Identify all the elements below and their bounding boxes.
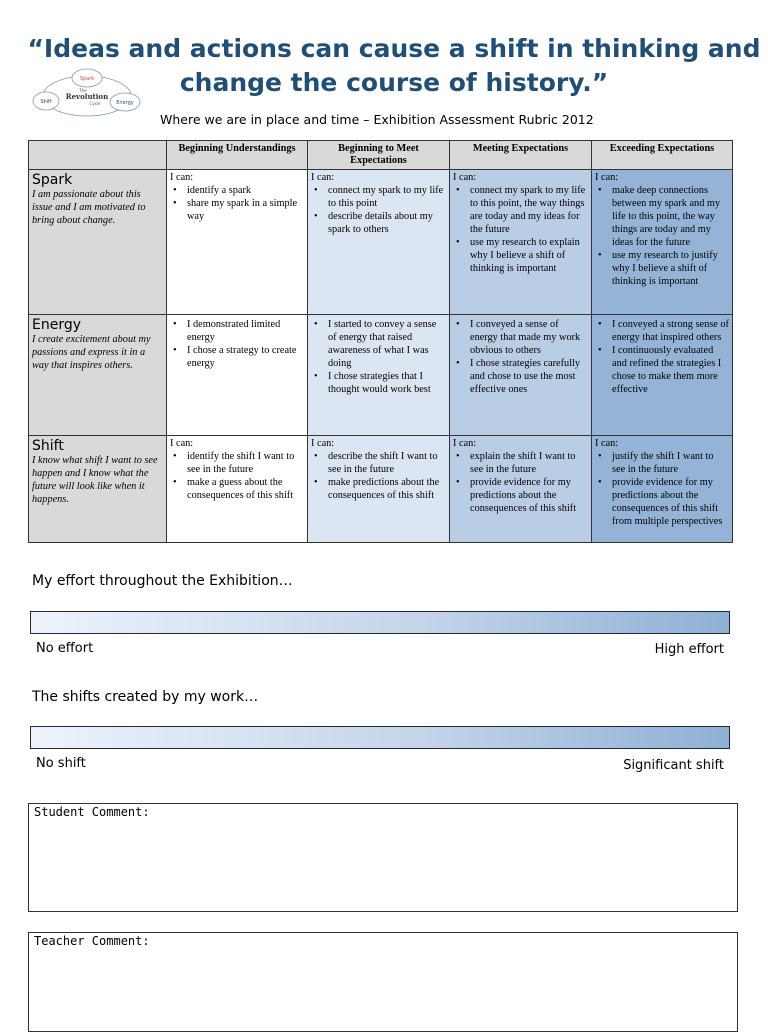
logo-cycle-label: Cycle <box>89 101 101 106</box>
i-can-intro: I can: <box>311 438 335 449</box>
rubric-cell <box>592 315 733 436</box>
criteria-item: • justify the shift I want to see in the future <box>612 450 729 476</box>
logo-energy-label: Energy <box>116 100 134 106</box>
criteria-item: • provide evidence for my predictions about the consequences of this shift <box>470 476 588 515</box>
rubric-subtitle: Where we are in place and time – Exhibition Assessment Rubric 2012 <box>160 112 594 127</box>
i-can-intro: I can: <box>311 172 335 183</box>
quote-line-1: “Ideas and actions can cause a shift in thinking and <box>27 34 761 63</box>
i-can-intro: I can: <box>170 438 194 449</box>
criteria-item: • make a guess about the consequences of this shift <box>187 476 304 502</box>
column-header: Exceeding Expectations <box>592 141 733 170</box>
criteria-list <box>170 184 304 223</box>
criteria-list <box>595 184 729 288</box>
criteria-list <box>311 184 446 236</box>
criteria-item: • I started to convey a sense of energy that raised awareness of what I was doing <box>328 318 446 370</box>
effort-high-label: High effort <box>654 642 724 657</box>
criterion-description: I create excitement about my passions and express it in a way that inspires others. <box>32 334 151 371</box>
criterion-description: I am passionate about this issue and I am motivated to bring about change. <box>32 189 146 226</box>
criteria-list <box>170 450 304 502</box>
effort-label: My effort throughout the Exhibition… <box>32 573 293 589</box>
criteria-item: • describe the shift I want to see in the future <box>328 450 446 476</box>
criteria-list <box>453 318 588 396</box>
shifts-low-label: No shift <box>36 756 86 771</box>
rubric-cell <box>592 436 733 543</box>
criteria-item: • connect my spark to my life to this point, the way things are today and my ideas for the future <box>470 184 588 236</box>
criteria-item: • I chose a strategy to create energy <box>187 344 304 370</box>
criteria-list <box>311 450 446 502</box>
rubric-cell <box>450 436 592 543</box>
criterion-name: Energy <box>32 317 82 333</box>
shifts-label: The shifts created by my work… <box>32 689 259 705</box>
criteria-item: • I continuously evaluated and refined the strategies I chose to make them more effective <box>612 344 729 396</box>
logo-shift-label: Shift <box>40 99 52 105</box>
rubric-row <box>29 315 733 436</box>
quote-line-2: change the course of history.” <box>179 68 609 97</box>
criteria-item: • connect my spark to my life to this point <box>328 184 446 210</box>
rubric-corner-cell <box>29 141 167 170</box>
rubric-cell <box>450 315 592 436</box>
rubric-cell <box>167 170 308 315</box>
criteria-item: • describe details about my spark to others <box>328 210 446 236</box>
criteria-item: • make predictions about the consequences of this shift <box>328 476 446 502</box>
rubric-cell <box>308 170 450 315</box>
column-header: Meeting Expectations <box>450 141 592 170</box>
rubric-row <box>29 436 733 543</box>
logo-revolution-label: Revolution <box>65 92 109 101</box>
rubric-row <box>29 170 733 315</box>
criteria-item: • explain the shift I want to see in the future <box>470 450 588 476</box>
criterion-name: Shift <box>32 438 64 454</box>
logo-spark-label: Spark <box>79 76 95 82</box>
criteria-item: • I chose strategies that I thought would work best <box>328 370 446 396</box>
column-header: Beginning Understandings <box>167 141 308 170</box>
revolution-cycle-logo <box>31 64 149 120</box>
rubric-cell <box>308 436 450 543</box>
criteria-item: • identify the shift I want to see in the future <box>187 450 304 476</box>
i-can-intro: I can: <box>453 438 477 449</box>
i-can-intro: I can: <box>595 438 619 449</box>
rubric-row-header <box>29 436 167 543</box>
student-comment-label: Student Comment: <box>34 805 150 819</box>
criteria-item: • use my research to justify why I believe a shift of thinking is important <box>612 249 729 288</box>
criterion-name: Spark <box>32 172 73 188</box>
shifts-scale-bar[interactable] <box>30 726 730 749</box>
rubric-row-header <box>29 315 167 436</box>
criteria-item: • I conveyed a sense of energy that made my work obvious to others <box>470 318 588 357</box>
i-can-intro: I can: <box>595 172 619 183</box>
logo-the-label: The <box>79 88 87 93</box>
i-can-intro: I can: <box>453 172 477 183</box>
criteria-item: • I conveyed a strong sense of energy that inspired others <box>612 318 729 344</box>
rubric-cell <box>592 170 733 315</box>
criteria-list <box>595 450 729 528</box>
rubric-cell <box>308 315 450 436</box>
criteria-item: • I demonstrated limited energy <box>187 318 304 344</box>
effort-low-label: No effort <box>36 641 94 656</box>
student-comment-box[interactable] <box>28 803 738 912</box>
criteria-list <box>453 450 588 515</box>
criteria-list <box>595 318 729 396</box>
rubric-row-header <box>29 170 167 315</box>
shifts-high-label: Significant shift <box>623 758 724 773</box>
criteria-list <box>311 318 446 396</box>
criteria-item: • share my spark in a simple way <box>187 197 304 223</box>
criteria-item: • use my research to explain why I believe a shift of thinking is important <box>470 236 588 275</box>
criterion-description: I know what shift I want to see happen and I know what the future will look like when it happens. <box>32 455 158 505</box>
teacher-comment-box[interactable] <box>28 932 738 1032</box>
rubric-cell <box>167 436 308 543</box>
assessment-rubric-table <box>28 140 733 543</box>
teacher-comment-label: Teacher Comment: <box>34 934 150 948</box>
criteria-item: • I chose strategies carefully and chose to use the most effective ones <box>470 357 588 396</box>
rubric-cell <box>450 170 592 315</box>
column-header: Beginning to Meet Expectations <box>308 141 450 170</box>
effort-scale-bar[interactable] <box>30 611 730 634</box>
rubric-cell <box>167 315 308 436</box>
criteria-list <box>170 318 304 370</box>
i-can-intro: I can: <box>170 172 194 183</box>
criteria-item: • identify a spark <box>187 184 304 197</box>
criteria-list <box>453 184 588 275</box>
criteria-item: • provide evidence for my predictions about the consequences of this shift from multiple perspectives <box>612 476 729 528</box>
criteria-item: • make deep connections between my spark and my life to this point, the way things are today and my ideas for the future <box>612 184 729 249</box>
